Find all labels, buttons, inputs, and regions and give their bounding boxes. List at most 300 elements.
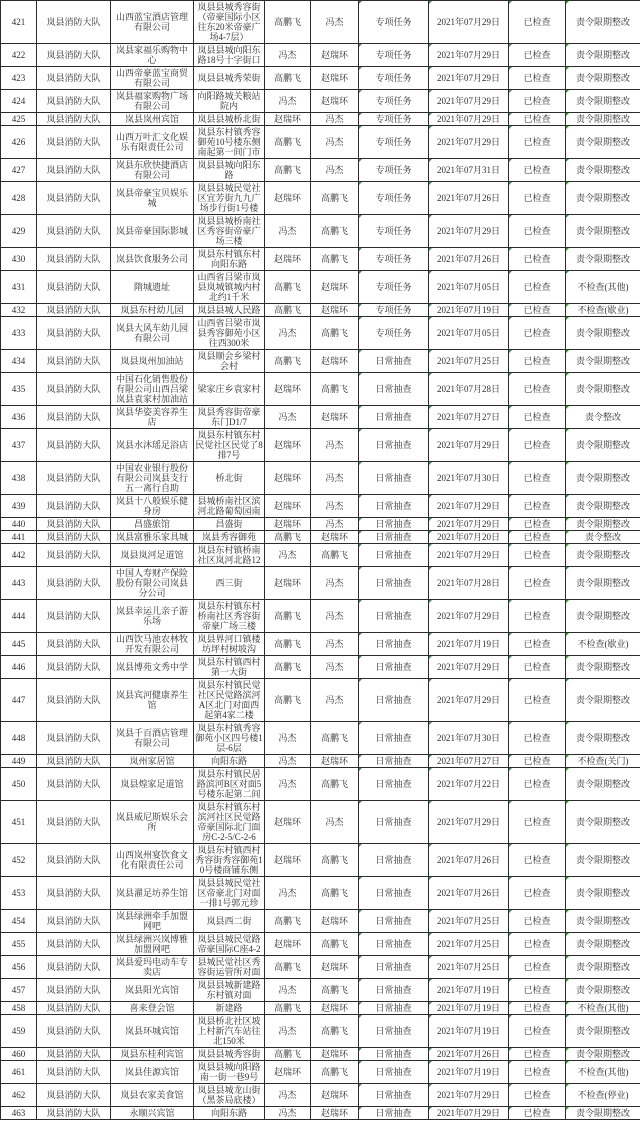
table-row (1, 518, 640, 531)
cell-row-number: 450 (1, 768, 37, 801)
cell-result: 责令限期整改 (566, 933, 640, 956)
cell-task-type: 日常抽查 (359, 979, 429, 1002)
cell-company-name: 岚县福家购物广场有限公司 (111, 90, 194, 113)
cell-company-name: 岚县饮食服务公司 (111, 248, 194, 271)
cell-inspector-1: 赵瑞环 (265, 567, 311, 600)
cell-brigade: 岚县消防大队 (37, 429, 111, 462)
cell-result: 责令限期整改 (566, 1015, 640, 1048)
cell-task-type: 专项任务 (359, 271, 429, 304)
cell-row-number: 434 (1, 350, 37, 373)
cell-result: 不检查(歇业) (566, 304, 640, 317)
table-row (1, 495, 640, 518)
cell-company-name: 岚县富雅乐家具城 (111, 531, 194, 544)
cell-inspector-2: 高鹏飞 (311, 544, 359, 567)
cell-row-number: 447 (1, 679, 37, 722)
table-row (1, 656, 640, 679)
cell-status: 已检查 (509, 113, 566, 126)
cell-row-number: 445 (1, 633, 37, 656)
cell-brigade: 岚县消防大队 (37, 1084, 111, 1107)
cell-brigade: 岚县消防大队 (37, 518, 111, 531)
cell-company-name: 山西蓝宝酒店管理有限公司 (111, 1, 194, 44)
table-row (1, 271, 640, 304)
cell-status: 已检查 (509, 844, 566, 877)
cell-status: 已检查 (509, 406, 566, 429)
cell-inspector-1: 高鹏飞 (265, 1, 311, 44)
table-row (1, 1084, 640, 1107)
cell-result: 责令限期整改 (566, 44, 640, 67)
cell-date: 2021年07月29日 (429, 1084, 509, 1107)
cell-inspector-2: 赵瑞环 (311, 531, 359, 544)
table-row (1, 679, 640, 722)
cell-row-number: 448 (1, 722, 37, 755)
cell-result: 责令限期整改 (566, 956, 640, 979)
cell-date: 2021年07月29日 (429, 44, 509, 67)
cell-address: 山西省吕梁市岚县秀容御苑小区往西300米 (194, 317, 265, 350)
cell-inspector-2: 赵瑞环 (311, 90, 359, 113)
cell-inspector-2: 冯杰 (311, 567, 359, 600)
cell-task-type: 日常抽查 (359, 933, 429, 956)
cell-status: 已检查 (509, 722, 566, 755)
cell-row-number: 454 (1, 910, 37, 933)
cell-task-type: 日常抽查 (359, 531, 429, 544)
cell-date: 2021年07月05日 (429, 271, 509, 304)
cell-row-number: 444 (1, 600, 37, 633)
cell-status: 已检查 (509, 1, 566, 44)
cell-status: 已检查 (509, 518, 566, 531)
cell-date: 2021年07月29日 (429, 429, 509, 462)
table-row (1, 44, 640, 67)
cell-address: 岚县东村镇东村民觉社区民觉了8排7号 (195, 430, 263, 460)
table-body (1, 1, 640, 1120)
cell-company-name: 中国人寿财产保险股份有限公司岚县分公司 (111, 567, 194, 600)
cell-inspector-1: 高鹏飞 (265, 126, 311, 159)
cell-date: 2021年07月29日 (429, 801, 509, 844)
cell-company-name: 岚县帝豪宝贝娱乐城 (111, 182, 194, 215)
cell-brigade: 岚县消防大队 (37, 679, 111, 722)
cell-inspector-2: 冯杰 (311, 462, 359, 495)
cell-status: 已检查 (509, 1061, 566, 1084)
cell-date: 2021年07月19日 (429, 304, 509, 317)
cell-status: 已检查 (509, 801, 566, 844)
cell-inspector-2: 冯杰 (311, 495, 359, 518)
cell-company-name: 岚县大风车幼儿园有限公司 (111, 317, 194, 350)
cell-inspector-2: 冯杰 (311, 113, 359, 126)
cell-task-type: 日常抽查 (359, 1015, 429, 1048)
cell-result: 责令整改 (566, 406, 640, 429)
cell-date: 2021年07月19日 (429, 1061, 509, 1084)
cell-task-type: 专项任务 (359, 90, 429, 113)
cell-inspector-1: 冯杰 (265, 317, 311, 350)
cell-inspector-1: 高鹏飞 (265, 633, 311, 656)
table-row (1, 113, 640, 126)
cell-address: 山西省吕梁市岚县岚城镇城内村北约1千米 (194, 271, 265, 304)
cell-inspector-2: 赵瑞环 (311, 910, 359, 933)
cell-row-number: 435 (1, 373, 37, 406)
table-row (1, 90, 640, 113)
cell-task-type: 日常抽查 (359, 1048, 429, 1061)
cell-brigade: 岚县消防大队 (37, 126, 111, 159)
cell-brigade: 岚县消防大队 (37, 755, 111, 768)
cell-inspector-1: 赵瑞环 (265, 933, 311, 956)
cell-inspector-1: 冯杰 (265, 768, 311, 801)
cell-task-type: 专项任务 (359, 317, 429, 350)
cell-result: 责令限期整改 (566, 90, 640, 113)
cell-inspector-2: 高鹏飞 (311, 1061, 359, 1084)
cell-row-number: 425 (1, 113, 37, 126)
cell-result: 责令限期整改 (566, 495, 640, 518)
cell-inspector-1: 赵瑞环 (265, 373, 311, 406)
cell-task-type: 专项任务 (359, 1, 429, 44)
cell-inspector-1: 高鹏飞 (265, 1048, 311, 1061)
cell-task-type: 日常抽查 (359, 495, 429, 518)
cell-row-number: 452 (1, 844, 37, 877)
cell-result: 责令限期整改 (566, 350, 640, 373)
cell-address: 县城民觉社区秀容街运管所对面 (194, 956, 265, 979)
cell-task-type: 专项任务 (359, 44, 429, 67)
cell-task-type: 专项任务 (359, 182, 429, 215)
cell-row-number: 428 (1, 182, 37, 215)
cell-status: 已检查 (509, 271, 566, 304)
cell-address: 岚县县城民觉社区宜芳街九九广场步行街1号楼 (194, 182, 265, 215)
cell-address: 岚县县城向阳东路18号十字街口 (194, 44, 265, 67)
cell-result: 责令整改 (566, 531, 640, 544)
cell-task-type: 日常抽查 (359, 600, 429, 633)
cell-inspector-1: 高鹏飞 (265, 271, 311, 304)
cell-inspector-1: 冯杰 (265, 979, 311, 1002)
cell-brigade: 岚县消防大队 (37, 215, 111, 248)
cell-status: 已检查 (509, 429, 566, 462)
cell-inspector-1: 高鹏飞 (265, 679, 311, 722)
cell-task-type: 专项任务 (359, 304, 429, 317)
cell-inspector-2: 高鹏飞 (311, 877, 359, 910)
cell-date: 2021年07月19日 (429, 1002, 509, 1015)
cell-brigade: 岚县消防大队 (37, 768, 111, 801)
cell-brigade: 岚县消防大队 (37, 1107, 111, 1120)
table-row (1, 159, 640, 182)
cell-result: 责令限期整改 (566, 1107, 640, 1120)
cell-inspector-2: 冯杰 (311, 633, 359, 656)
cell-inspector-2: 高鹏飞 (311, 248, 359, 271)
cell-inspector-2: 高鹏飞 (311, 979, 359, 1002)
cell-inspector-1: 高鹏飞 (265, 159, 311, 182)
cell-address: 岚县东村镇民觉社区民觉路滨河A区北门对面西起第4家二楼 (194, 679, 265, 722)
cell-date: 2021年07月28日 (429, 373, 509, 406)
cell-task-type: 专项任务 (359, 126, 429, 159)
cell-company-name: 山西帝豪蓝宝商贸有限公司 (111, 67, 194, 90)
cell-row-number: 430 (1, 248, 37, 271)
cell-address: 岚县县城龙山街（黑茶局底楼） (194, 1084, 265, 1107)
cell-address: 岚县东村镇秀容御苑10号楼东侧南起第一间门市 (194, 126, 265, 159)
cell-date: 2021年07月29日 (429, 215, 509, 248)
cell-inspector-1: 冯杰 (265, 90, 311, 113)
cell-result: 责令限期整改 (566, 429, 640, 462)
cell-company-name: 岚县绿洲兴岚博雅加盟网吧 (111, 933, 194, 956)
cell-address: 岚县县城桥北街 (194, 113, 265, 126)
cell-address: 新建路 (194, 1002, 265, 1015)
cell-status: 已检查 (509, 373, 566, 406)
cell-company-name: 岚县佳源宾馆 (111, 1061, 194, 1084)
cell-date: 2021年07月29日 (429, 495, 509, 518)
cell-result: 责令限期整改 (566, 126, 640, 159)
cell-brigade: 岚县消防大队 (37, 271, 111, 304)
cell-address: 岚县县城人民路 (194, 304, 265, 317)
table-row (1, 406, 640, 429)
cell-address: 岚县东村镇西村秀容街秀容御苑10号楼商铺东侧 (195, 845, 263, 875)
cell-brigade: 岚县消防大队 (37, 1048, 111, 1061)
table-row (1, 768, 640, 801)
cell-brigade: 岚县消防大队 (37, 1061, 111, 1084)
cell-inspector-2: 高鹏飞 (311, 1015, 359, 1048)
cell-task-type: 日常抽查 (359, 429, 429, 462)
cell-date: 2021年07月29日 (429, 656, 509, 679)
cell-row-number: 439 (1, 495, 37, 518)
table-row (1, 215, 640, 248)
table-row (1, 317, 640, 350)
cell-result: 责令限期整改 (566, 768, 640, 801)
cell-status: 已检查 (509, 544, 566, 567)
cell-row-number: 440 (1, 518, 37, 531)
table-row (1, 67, 640, 90)
cell-inspector-2: 高鹏飞 (311, 182, 359, 215)
cell-inspector-2: 赵瑞环 (311, 1002, 359, 1015)
cell-task-type: 日常抽查 (359, 1084, 429, 1107)
cell-company-name: 岚县岚州宾馆 (111, 113, 194, 126)
cell-address: 岚县秀容街帝豪东门D1/7 (194, 406, 265, 429)
table-row (1, 350, 640, 373)
cell-inspector-2: 赵瑞环 (311, 304, 359, 317)
cell-inspector-2: 赵瑞环 (311, 44, 359, 67)
cell-brigade: 岚县消防大队 (37, 633, 111, 656)
cell-row-number: 461 (1, 1061, 37, 1084)
cell-inspector-1: 高鹏飞 (265, 600, 311, 633)
cell-inspector-2: 高鹏飞 (311, 722, 359, 755)
cell-row-number: 458 (1, 1002, 37, 1015)
cell-company-name: 岚县威尼斯娱乐会所 (111, 801, 194, 844)
cell-status: 已检查 (509, 755, 566, 768)
cell-task-type: 日常抽查 (359, 406, 429, 429)
table-row (1, 248, 640, 271)
cell-result: 责令限期整改 (566, 979, 640, 1002)
cell-address: 向阳路城关粮站院内 (194, 90, 265, 113)
cell-inspector-2: 赵瑞环 (311, 67, 359, 90)
cell-row-number: 441 (1, 531, 37, 544)
cell-brigade: 岚县消防大队 (37, 1, 111, 44)
cell-row-number: 449 (1, 755, 37, 768)
cell-address: 向阳东路 (194, 755, 265, 768)
table-row (1, 1107, 640, 1120)
cell-task-type: 日常抽查 (359, 877, 429, 910)
table-row (1, 373, 640, 406)
cell-row-number: 424 (1, 90, 37, 113)
cell-status: 已检查 (509, 679, 566, 722)
cell-result: 不检查(其他) (566, 1061, 640, 1084)
cell-row-number: 423 (1, 67, 37, 90)
cell-address: 岚县县城桥南社区秀容街帝豪广场三楼 (194, 215, 265, 248)
cell-row-number: 433 (1, 317, 37, 350)
cell-inspector-1: 冯杰 (265, 722, 311, 755)
cell-result: 责令限期整改 (566, 113, 640, 126)
cell-status: 已检查 (509, 215, 566, 248)
table-row (1, 1048, 640, 1061)
cell-result: 责令限期整改 (566, 215, 640, 248)
cell-task-type: 日常抽查 (359, 656, 429, 679)
cell-result: 责令限期整改 (566, 317, 640, 350)
cell-status: 已检查 (509, 304, 566, 317)
cell-brigade: 岚县消防大队 (37, 933, 111, 956)
cell-company-name: 岚县爱玛电动车专卖店 (111, 956, 194, 979)
cell-task-type: 日常抽查 (359, 956, 429, 979)
cell-address: 岚县西二街 (194, 910, 265, 933)
cell-brigade: 岚县消防大队 (37, 567, 111, 600)
cell-address: 岚县顺会乡梁村会村 (194, 350, 265, 373)
cell-company-name: 岚县千百酒店管理有限公司 (111, 722, 194, 755)
cell-inspector-1: 高鹏飞 (265, 350, 311, 373)
cell-status: 已检查 (509, 67, 566, 90)
cell-inspector-1: 高鹏飞 (265, 910, 311, 933)
table-row (1, 1, 640, 44)
cell-inspector-2: 冯杰 (311, 656, 359, 679)
cell-status: 已检查 (509, 877, 566, 910)
cell-row-number: 451 (1, 801, 37, 844)
table-row (1, 304, 640, 317)
cell-result: 不检查(其他) (566, 271, 640, 304)
cell-result: 不检查(其他) (566, 1002, 640, 1015)
cell-result: 责令限期整改 (566, 567, 640, 600)
cell-inspector-1: 冯杰 (265, 755, 311, 768)
cell-address: 岚县县城民觉社区帝豪北门对面一排1号郭元珍 (194, 877, 265, 910)
cell-result: 责令限期整改 (566, 722, 640, 755)
table-row (1, 910, 640, 933)
cell-task-type: 专项任务 (359, 215, 429, 248)
cell-status: 已检查 (509, 182, 566, 215)
table-row (1, 956, 640, 979)
cell-brigade: 岚县消防大队 (37, 544, 111, 567)
cell-task-type: 日常抽查 (359, 544, 429, 567)
cell-date: 2021年07月29日 (429, 67, 509, 90)
table-row (1, 933, 640, 956)
cell-status: 已检查 (509, 1048, 566, 1061)
cell-address: 岚县县城向阳东路 (194, 159, 265, 182)
table-row (1, 462, 640, 495)
table-row (1, 544, 640, 567)
cell-brigade: 岚县消防大队 (37, 1002, 111, 1015)
cell-company-name: 岚县宾河健康养生馆 (111, 679, 194, 722)
cell-address: 县城桥南社区滨河北路葡萄园南 (194, 495, 265, 518)
table-row (1, 1015, 640, 1048)
cell-brigade: 岚县消防大队 (37, 656, 111, 679)
cell-inspector-1: 赵瑞环 (265, 182, 311, 215)
table-row (1, 979, 640, 1002)
cell-company-name: 岚县华姿美容养生店 (111, 406, 194, 429)
cell-task-type: 日常抽查 (359, 462, 429, 495)
cell-brigade: 岚县消防大队 (37, 844, 111, 877)
cell-result: 责令限期整改 (566, 679, 640, 722)
cell-row-number: 442 (1, 544, 37, 567)
cell-company-name: 岚县农家美食馆 (111, 1084, 194, 1107)
cell-company-name: 中国石化销售股份有限公司山西吕梁岚县袁家村加油站 (111, 373, 194, 406)
cell-brigade: 岚县消防大队 (37, 248, 111, 271)
cell-address: 岚县东村镇东村向阳东路 (194, 248, 265, 271)
cell-task-type: 日常抽查 (359, 1107, 429, 1120)
cell-brigade: 岚县消防大队 (37, 406, 111, 429)
cell-task-type: 日常抽查 (359, 768, 429, 801)
cell-status: 已检查 (509, 768, 566, 801)
cell-row-number: 429 (1, 215, 37, 248)
cell-date: 2021年07月29日 (429, 679, 509, 722)
cell-company-name: 岚县帝豪国际影城 (111, 215, 194, 248)
cell-address: 岚县东村镇东村滨河社区民觉路帝豪国际北门面房C-2-5/C-2-6 (194, 801, 265, 844)
cell-company-name: 岚县岚州加油站 (111, 350, 194, 373)
cell-address: 岚县桥北社区坡上村新汽车站往北150米 (194, 1015, 265, 1048)
cell-brigade: 岚县消防大队 (37, 531, 111, 544)
cell-brigade: 岚县消防大队 (37, 304, 111, 317)
cell-inspector-2: 赵瑞环 (311, 271, 359, 304)
cell-address: 向阳东路 (194, 1107, 265, 1120)
cell-task-type: 日常抽查 (359, 679, 429, 722)
table-row (1, 126, 640, 159)
cell-company-name: 隋城遗址 (111, 271, 194, 304)
cell-result: 责令限期整改 (566, 159, 640, 182)
cell-brigade: 岚县消防大队 (37, 67, 111, 90)
cell-status: 已检查 (509, 933, 566, 956)
cell-result: 责令限期整改 (566, 801, 640, 844)
cell-company-name: 永顺兴宾馆 (111, 1107, 194, 1120)
cell-inspector-2: 赵瑞环 (311, 406, 359, 429)
cell-inspector-2: 冯杰 (311, 518, 359, 531)
cell-address: 桥北街 (194, 462, 265, 495)
cell-company-name: 喜来登会馆 (111, 1002, 194, 1015)
cell-task-type: 专项任务 (359, 248, 429, 271)
cell-date: 2021年07月26日 (429, 877, 509, 910)
cell-task-type: 专项任务 (359, 113, 429, 126)
cell-row-number: 432 (1, 304, 37, 317)
cell-brigade: 岚县消防大队 (37, 350, 111, 373)
cell-result: 责令限期整改 (566, 910, 640, 933)
cell-status: 已检查 (509, 633, 566, 656)
cell-address: 梁家庄乡袁家村 (194, 373, 265, 406)
cell-date: 2021年07月25日 (429, 910, 509, 933)
cell-company-name: 岚县东欣快捷酒店有限公司 (111, 159, 194, 182)
table-row (1, 844, 640, 877)
cell-inspector-1: 高鹏飞 (265, 304, 311, 317)
cell-result: 不检查(关门) (566, 755, 640, 768)
cell-status: 已检查 (509, 531, 566, 544)
cell-address: 岚县东村镇秀容御苑小区四号楼1层-6层 (195, 723, 263, 753)
cell-task-type: 日常抽查 (359, 633, 429, 656)
cell-date: 2021年07月29日 (429, 600, 509, 633)
cell-brigade: 岚县消防大队 (37, 722, 111, 755)
cell-inspector-2: 冯杰 (311, 679, 359, 722)
cell-brigade: 岚县消防大队 (37, 495, 111, 518)
cell-brigade: 岚县消防大队 (37, 910, 111, 933)
cell-row-number: 427 (1, 159, 37, 182)
cell-company-name: 岚州家居馆 (111, 755, 194, 768)
cell-row-number: 462 (1, 1084, 37, 1107)
cell-company-name: 山西饮马池农林牧开发有限公司 (111, 633, 194, 656)
cell-inspector-1: 赵瑞环 (265, 801, 311, 844)
cell-brigade: 岚县消防大队 (37, 600, 111, 633)
cell-company-name: 岚县煌家足道馆 (111, 768, 194, 801)
cell-inspector-2: 赵瑞环 (311, 1084, 359, 1107)
cell-row-number: 456 (1, 956, 37, 979)
cell-task-type: 日常抽查 (359, 1002, 429, 1015)
cell-status: 已检查 (509, 126, 566, 159)
cell-company-name: 山西岚州宴饮食文化有限责任公司 (111, 844, 194, 877)
cell-inspector-1: 赵瑞环 (265, 113, 311, 126)
cell-row-number: 457 (1, 979, 37, 1002)
cell-date: 2021年07月29日 (429, 1, 509, 44)
table-row (1, 531, 640, 544)
